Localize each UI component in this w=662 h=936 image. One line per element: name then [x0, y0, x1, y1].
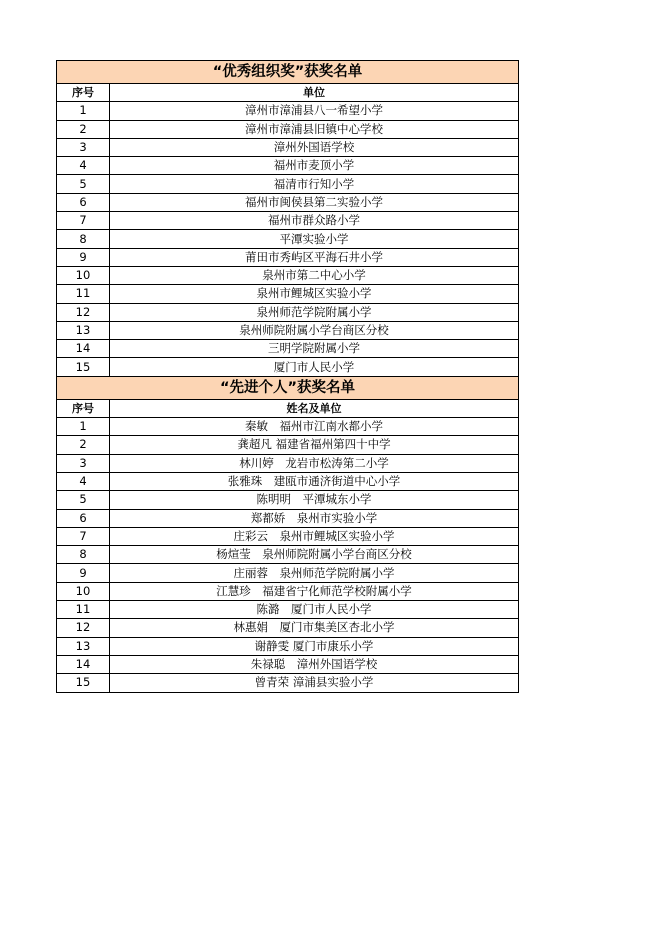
table-row [57, 436, 519, 454]
table-row [57, 138, 519, 156]
row-number: 7 [57, 212, 110, 230]
table-row [57, 655, 519, 673]
row-name: 泉州市第二中心小学 [110, 266, 519, 284]
column-header: 单位 [110, 84, 519, 102]
row-number: 13 [57, 321, 110, 339]
row-number: 13 [57, 637, 110, 655]
row-name: 厦门市人民小学 [110, 358, 519, 376]
row-name: 江慧珍 福建省宁化师范学校附属小学 [110, 582, 519, 600]
table-row [57, 637, 519, 655]
table-row [57, 546, 519, 564]
award-table [56, 60, 519, 693]
row-number: 1 [57, 418, 110, 436]
row-name: 平潭实验小学 [110, 230, 519, 248]
table-row [57, 175, 519, 193]
row-number: 11 [57, 601, 110, 619]
row-number: 4 [57, 157, 110, 175]
row-number: 3 [57, 138, 110, 156]
row-name: 泉州师院附属小学台商区分校 [110, 321, 519, 339]
table-row [57, 212, 519, 230]
section2-title: “先进个人”获奖名单 [57, 376, 519, 399]
row-name: 陈潞 厦门市人民小学 [110, 601, 519, 619]
column-header: 序号 [57, 84, 110, 102]
table-row [57, 321, 519, 339]
row-number: 12 [57, 303, 110, 321]
spreadsheet [56, 60, 518, 693]
column-header: 序号 [57, 399, 110, 417]
table-row [57, 102, 519, 120]
row-number: 15 [57, 674, 110, 692]
row-number: 12 [57, 619, 110, 637]
section1-header-row [57, 84, 519, 102]
row-name: 福州市麦顶小学 [110, 157, 519, 175]
row-number: 2 [57, 436, 110, 454]
row-number: 5 [57, 175, 110, 193]
row-name: 杨煊莹 泉州师院附属小学台商区分校 [110, 546, 519, 564]
table-row [57, 564, 519, 582]
row-number: 3 [57, 454, 110, 472]
section1-title-row [57, 61, 519, 84]
table-row [57, 454, 519, 472]
table-row [57, 527, 519, 545]
row-name: 陈明明 平潭城东小学 [110, 491, 519, 509]
row-name: 秦敏 福州市江南水都小学 [110, 418, 519, 436]
row-name: 漳州外国语学校 [110, 138, 519, 156]
row-name: 漳州市漳浦县旧镇中心学校 [110, 120, 519, 138]
row-name: 泉州师范学院附属小学 [110, 303, 519, 321]
row-number: 9 [57, 564, 110, 582]
row-name: 谢静雯 厦门市康乐小学 [110, 637, 519, 655]
table-row [57, 303, 519, 321]
row-number: 2 [57, 120, 110, 138]
row-number: 5 [57, 491, 110, 509]
row-number: 9 [57, 248, 110, 266]
table-row [57, 193, 519, 211]
row-name: 福州市闽侯县第二实验小学 [110, 193, 519, 211]
table-row [57, 472, 519, 490]
row-name: 林惠娟 厦门市集美区杏北小学 [110, 619, 519, 637]
section2-header-row [57, 399, 519, 417]
table-row [57, 285, 519, 303]
table-row [57, 358, 519, 376]
table-row [57, 509, 519, 527]
row-number: 6 [57, 509, 110, 527]
section2-title-row [57, 376, 519, 399]
table-row [57, 248, 519, 266]
table-row [57, 582, 519, 600]
table-row [57, 120, 519, 138]
row-number: 4 [57, 472, 110, 490]
row-name: 庄彩云 泉州市鲤城区实验小学 [110, 527, 519, 545]
section1-title: “优秀组织奖”获奖名单 [57, 61, 519, 84]
row-name: 龚超凡 福建省福州第四十中学 [110, 436, 519, 454]
table-row [57, 491, 519, 509]
row-number: 8 [57, 230, 110, 248]
row-name: 张雅珠 建瓯市通济街道中心小学 [110, 472, 519, 490]
row-name: 庄丽蓉 泉州师范学院附属小学 [110, 564, 519, 582]
row-name: 漳州市漳浦县八一希望小学 [110, 102, 519, 120]
row-name: 泉州市鲤城区实验小学 [110, 285, 519, 303]
row-number: 1 [57, 102, 110, 120]
table-row [57, 157, 519, 175]
row-number: 8 [57, 546, 110, 564]
row-name: 曾青荣 漳浦县实验小学 [110, 674, 519, 692]
row-name: 福清市行知小学 [110, 175, 519, 193]
row-name: 莆田市秀屿区平海石井小学 [110, 248, 519, 266]
row-name: 三明学院附属小学 [110, 340, 519, 358]
table-row [57, 601, 519, 619]
row-number: 14 [57, 340, 110, 358]
table-row [57, 418, 519, 436]
row-number: 15 [57, 358, 110, 376]
row-name: 林川婷 龙岩市松涛第二小学 [110, 454, 519, 472]
row-name: 福州市群众路小学 [110, 212, 519, 230]
row-number: 6 [57, 193, 110, 211]
row-number: 10 [57, 582, 110, 600]
table-row [57, 230, 519, 248]
row-name: 朱禄聪 漳州外国语学校 [110, 655, 519, 673]
row-number: 7 [57, 527, 110, 545]
table-row [57, 619, 519, 637]
table-row [57, 674, 519, 692]
row-name: 郑都娇 泉州市实验小学 [110, 509, 519, 527]
row-number: 10 [57, 266, 110, 284]
row-number: 11 [57, 285, 110, 303]
row-number: 14 [57, 655, 110, 673]
column-header: 姓名及单位 [110, 399, 519, 417]
table-row [57, 340, 519, 358]
table-row [57, 266, 519, 284]
